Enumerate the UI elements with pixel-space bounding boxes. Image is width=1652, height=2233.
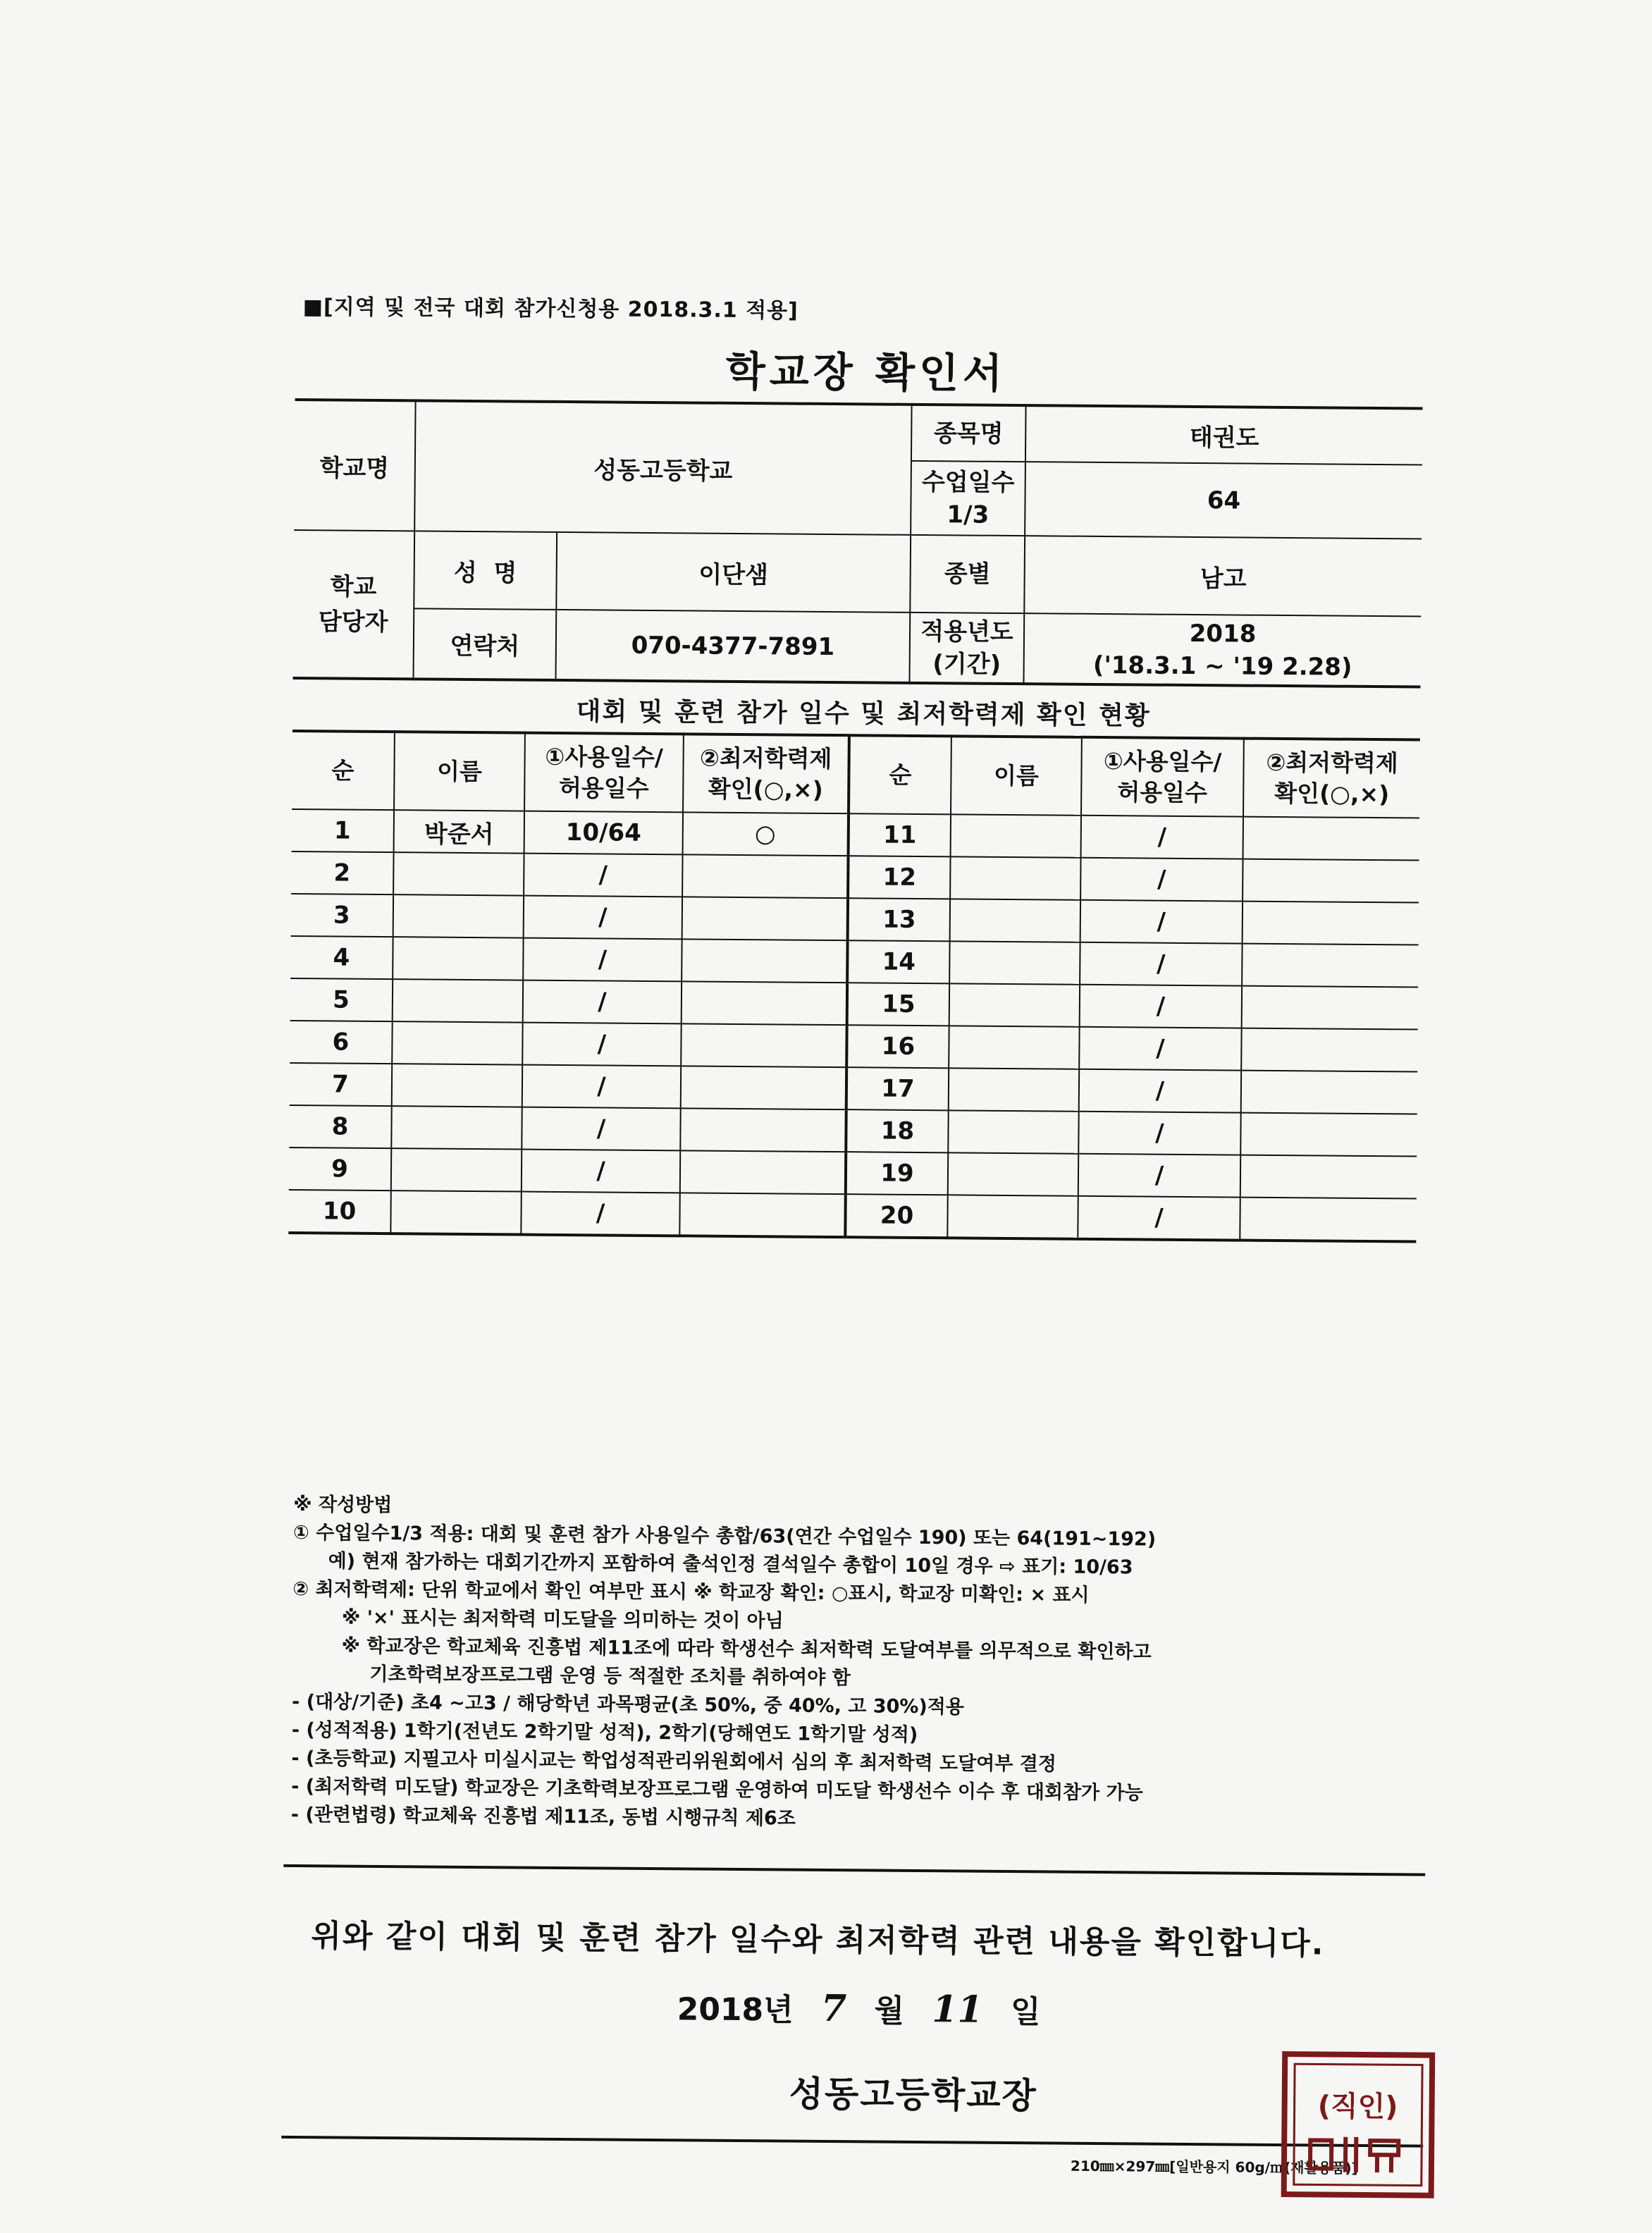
header-days	[1081, 737, 1244, 817]
class-days-label-line2: 1/3	[947, 500, 990, 529]
row-name	[391, 1106, 522, 1149]
header-no: 순	[849, 735, 951, 814]
sport-value: 태권도	[1025, 405, 1423, 465]
row-check	[679, 1193, 845, 1237]
row-check	[1241, 1071, 1417, 1114]
row-no: 3	[291, 894, 393, 937]
row-days: /	[521, 1192, 679, 1236]
header-min-line2: 확인(○,×)	[1274, 779, 1390, 808]
header-name: 이름	[951, 736, 1082, 815]
class-days-value: 64	[1025, 462, 1422, 539]
manager-label	[293, 530, 415, 679]
seal-text: (직인)	[1317, 2090, 1398, 2124]
row-days: /	[1080, 985, 1242, 1028]
divider-bottom	[281, 2136, 1423, 2148]
row-days: /	[523, 980, 682, 1024]
row-check	[680, 1108, 846, 1152]
row-days: /	[522, 1065, 681, 1109]
row-check	[1240, 1155, 1417, 1199]
row-days: /	[1079, 1069, 1241, 1113]
row-check	[682, 939, 847, 983]
note-line: - (초등학교) 지필고사 미실시교는 학업성적관리위원회에서 심의 후 최저학력 도달여부 결정	[291, 1747, 1057, 1776]
row-no: 10	[288, 1190, 390, 1234]
row-no: 5	[290, 978, 393, 1021]
row-check	[1243, 817, 1419, 861]
row-no: 6	[290, 1021, 392, 1064]
school-info-table	[292, 398, 1422, 689]
row-no: 17	[846, 1067, 949, 1110]
manager-label-line1: 학교	[330, 572, 377, 601]
row-name	[391, 1148, 522, 1191]
header-days-line1: ①사용일수/	[1103, 747, 1222, 776]
row-name	[948, 1152, 1078, 1195]
table-row	[288, 1190, 1416, 1242]
year-label-line2: (기간)	[932, 649, 1001, 679]
type-label: 종별	[910, 535, 1025, 613]
header-min-line1: ②최저학력제	[699, 744, 832, 773]
row-days: /	[1080, 858, 1243, 902]
row-name	[390, 1191, 521, 1234]
contact-value: 070-4377-7891	[555, 610, 910, 683]
manager-label-line2: 담당자	[318, 607, 388, 636]
date-year: 2018년	[677, 1991, 794, 2029]
header-min-line1: ②최저학력제	[1266, 748, 1398, 777]
header-min	[1243, 739, 1420, 818]
row-no: 12	[848, 856, 950, 899]
row-days: /	[1078, 1196, 1240, 1241]
row-days: /	[1081, 816, 1243, 859]
row-name	[949, 1026, 1079, 1069]
row-days: 10/64	[524, 811, 683, 855]
date-line	[677, 1983, 1040, 2031]
row-no: 13	[848, 898, 950, 941]
class-days-label-line1: 수업일수	[921, 467, 1015, 497]
row-days: /	[523, 938, 682, 982]
header-no: 순	[292, 731, 395, 810]
date-day: 11	[932, 1988, 983, 2031]
row-no: 15	[847, 983, 949, 1026]
row-name	[950, 856, 1080, 899]
row-days: /	[522, 1107, 680, 1151]
row-name	[949, 983, 1080, 1026]
note-line: - (성적적용) 1학기(전년도 2학기말 성적), 2학기(당해연도 1학기말 성적)	[291, 1719, 918, 1746]
divider-top	[283, 1864, 1425, 1876]
row-check	[681, 1023, 846, 1067]
row-check	[682, 897, 848, 940]
name-label: 성 명	[414, 531, 557, 610]
seal-glyphs	[1310, 2136, 1398, 2172]
header-days-line1: ①사용일수/	[545, 742, 664, 772]
row-check	[1240, 1113, 1417, 1157]
row-name	[948, 1110, 1078, 1153]
row-days: /	[1080, 900, 1243, 944]
note-line: ※ 학교장은 학교체육 진흥법 제11조에 따라 학생선수 최저학력 도달여부를 의무적으로 확인하고	[341, 1635, 1152, 1663]
row-name	[393, 894, 524, 937]
row-no: 4	[290, 936, 393, 979]
row-check	[682, 981, 847, 1025]
year-value	[1023, 613, 1421, 687]
attendance-table	[288, 730, 1420, 1243]
manager-name: 이단샘	[556, 532, 911, 613]
row-no: 14	[847, 940, 949, 983]
row-days: /	[522, 1150, 680, 1193]
header-note: ■[지역 및 전국 대회 참가신청용 2018.3.1 적용]	[302, 295, 799, 324]
header-days-line2: 허용일수	[558, 773, 649, 802]
note-line: - (최저학력 미도달) 학교장은 기초학력보장프로그램 운영하여 미도달 학생선수 이수 후 대회참가 가능	[291, 1776, 1143, 1804]
row-name: 박준서	[394, 810, 524, 853]
row-no: 7	[290, 1063, 392, 1106]
row-name	[947, 1195, 1078, 1238]
note-line: ※ '×' 표시는 최저학력 미도달을 의미하는 것이 아님	[341, 1606, 784, 1632]
row-no: 18	[846, 1109, 948, 1152]
date-month-unit: 월	[874, 1993, 905, 2029]
note-line: - (대상/기준) 초4 ~고3 / 해당학년 과목평균(초 50%, 중 40%, 고 30%)적용	[291, 1691, 965, 1718]
header-min	[683, 734, 849, 813]
row-name	[951, 814, 1081, 857]
row-days: /	[1078, 1154, 1240, 1198]
paper-spec: 210㎜×297㎜[일반용지 60g/㎡(재활용품)]	[1070, 2157, 1358, 2177]
row-check	[1242, 944, 1418, 988]
row-no: 9	[289, 1148, 391, 1191]
school-label: 학교명	[294, 400, 415, 531]
row-check	[1242, 986, 1418, 1030]
row-name	[393, 852, 524, 895]
year-line: 2018	[1189, 619, 1257, 648]
row-name	[949, 1068, 1079, 1111]
row-no: 1	[292, 809, 394, 852]
row-check	[1243, 902, 1419, 945]
row-days: /	[524, 896, 682, 940]
row-days: /	[524, 854, 682, 897]
row-no: 20	[845, 1194, 947, 1238]
row-days: /	[1079, 1027, 1241, 1071]
date-month: 7	[820, 1986, 847, 2031]
row-check	[1243, 859, 1419, 903]
instructions	[291, 1491, 1436, 1838]
note-line: 기초학력보장프로그램 운영 등 적절한 조치를 취하여야 함	[369, 1663, 851, 1690]
row-no: 11	[849, 813, 951, 856]
year-label	[909, 613, 1024, 684]
table-subtitle: 대회 및 훈련 참가 일수 및 최저학력제 확인 현황	[576, 697, 1151, 731]
confirmation-text: 위와 같이 대회 및 훈련 참가 일수와 최저학력 관련 내용을 확인합니다.	[311, 1918, 1325, 1962]
row-check	[682, 854, 848, 898]
row-no: 8	[289, 1105, 391, 1148]
year-label-line1: 적용년도	[920, 617, 1013, 646]
header-days-line2: 허용일수	[1117, 778, 1208, 807]
school-name: 성동고등학교	[414, 400, 911, 535]
row-check	[1240, 1198, 1416, 1242]
note-line: ② 최저학력제: 단위 학교에서 확인 여부만 표시 ※ 학교장 확인: ○표시, 학교장 미확인: × 표시	[292, 1578, 1090, 1606]
row-days: /	[1078, 1112, 1240, 1155]
row-no: 16	[846, 1025, 949, 1068]
document	[290, 275, 1438, 2177]
type-value: 남고	[1024, 536, 1422, 616]
contact-label: 연락처	[414, 608, 557, 680]
row-check	[681, 1066, 846, 1109]
row-no: 19	[846, 1152, 948, 1195]
row-name	[392, 1064, 522, 1107]
header-name: 이름	[394, 732, 525, 811]
row-check	[1241, 1028, 1417, 1072]
row-name	[392, 1021, 522, 1064]
date-day-unit: 일	[1010, 1994, 1041, 2031]
note-line: - (관련법령) 학교체육 진흥법 제11조, 동법 시행규칙 제6조	[290, 1804, 796, 1830]
table-header-row	[292, 731, 1420, 818]
page-title: 학교장 확인서	[725, 347, 1007, 398]
note-line: ① 수업일수1/3 적용: 대회 및 훈련 참가 사용일수 총합/63(연간 수업일수 190) 또는 64(191~192)	[292, 1522, 1157, 1551]
class-days-label	[911, 461, 1025, 536]
note-line: 예) 현재 참가하는 대회기간까지 포함하여 출석인정 결석일수 총합이 10일 경우 ⇨ 표기: 10/63	[328, 1550, 1133, 1579]
row-name	[393, 979, 523, 1022]
row-check	[680, 1150, 846, 1194]
header-days	[524, 733, 684, 813]
row-name	[393, 937, 523, 980]
row-days: /	[522, 1023, 681, 1066]
row-name	[949, 941, 1080, 984]
seal-border	[1284, 2054, 1433, 2196]
principal-title: 성동고등학교장	[789, 2073, 1038, 2117]
row-check: ○	[683, 812, 849, 856]
official-seal-icon	[1278, 2048, 1438, 2201]
header-min-line2: 확인(○,×)	[708, 775, 823, 804]
row-days: /	[1080, 942, 1242, 986]
row-name	[950, 899, 1080, 942]
note-heading: ※ 작성방법	[293, 1494, 393, 1517]
sport-label: 종목명	[911, 405, 1026, 462]
row-no: 2	[291, 851, 393, 894]
period-line: ('18.3.1 ~ '19 2.28)	[1092, 651, 1352, 682]
